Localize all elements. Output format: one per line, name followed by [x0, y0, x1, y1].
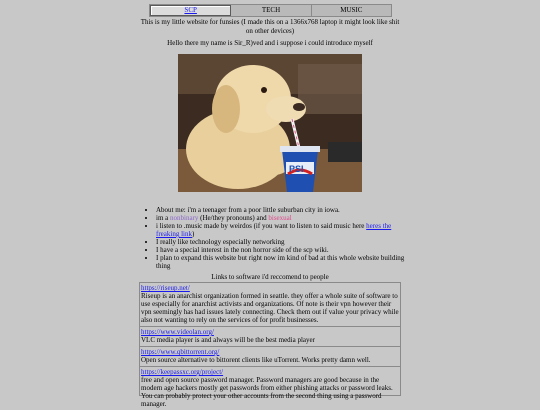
svg-text:PSI: PSI [289, 164, 304, 174]
bisexual-text: bisexual [268, 214, 292, 222]
link-description: Riseup is an anarchist organization formed in seattle. they offer a whole suite of software to use especially for anarchist activists and organizations. Of note is their vpn however their vpn seemingly has had issues lately connecting. Check them out if value your privacy while also not wanting to rely on the services of for profit businesses. [141, 292, 399, 324]
puppy-image [178, 54, 362, 192]
link-entry [140, 367, 400, 410]
about-text: im a [156, 214, 170, 222]
greeting-text: Hello there my name is Sir_R)ved and i suppose i could introduce myself [167, 39, 373, 47]
about-item [156, 222, 406, 238]
about-list [147, 206, 406, 270]
intro-text: This is my little website for funsies (I made this on a 1366x768 laptop it might look like shit on other devices) [140, 18, 400, 35]
keepassxc-link[interactable]: https://keepassxc.org/project/ [141, 368, 224, 376]
top-nav [149, 4, 392, 17]
puppy-photo [178, 54, 362, 192]
link-entry [140, 347, 400, 367]
about-item: • I have a special interest in the non horror side of the scp wiki. [156, 246, 406, 254]
about-item: • I really like technology especially networking [156, 238, 406, 246]
tab-scp[interactable]: SCP [150, 5, 231, 16]
videolan-link[interactable]: https://www.videolan.org/ [141, 328, 214, 336]
software-links-box [139, 282, 401, 408]
about-item: • About me: i'm a teenager from a poor little suburban city in iowa. [156, 206, 406, 214]
about-text: ) [191, 230, 195, 238]
music-link[interactable]: heres the freaking link [156, 222, 392, 238]
about-text: i listen to .music made by weirdos (if you want to listen to said music here [156, 222, 367, 230]
qbittorrent-link[interactable]: https://www.qbittorrent.org/ [141, 348, 220, 356]
link-entry [140, 283, 400, 327]
links-heading: Links to software i'd reccomend to people [211, 273, 329, 281]
about-item: • I plan to expand this website but right now im kind of bad at this whole website building thing [156, 254, 406, 270]
nonbinary-text: nonbinary [170, 214, 199, 222]
link-description: VLC media player is and always will be the best media player [141, 336, 315, 344]
tab-tech[interactable]: TECH [231, 5, 311, 16]
about-item [156, 214, 406, 222]
link-description: Open source alternative to bittorent clients like uTorrent. Works pretty damn well. [141, 356, 371, 364]
link-entry [140, 327, 400, 347]
tab-music[interactable]: MUSIC [340, 6, 363, 15]
about-text: (He/they pronouns) and [198, 214, 269, 222]
link-description: free and open source password manager. Password managers are good because in the modern age hackers mostly get passwords from either phishing attacks or password leaks. You can probably protect your other accounts from the second thing using a password manager. [141, 376, 393, 408]
riseup-link[interactable]: https://riseup.net/ [141, 284, 190, 292]
